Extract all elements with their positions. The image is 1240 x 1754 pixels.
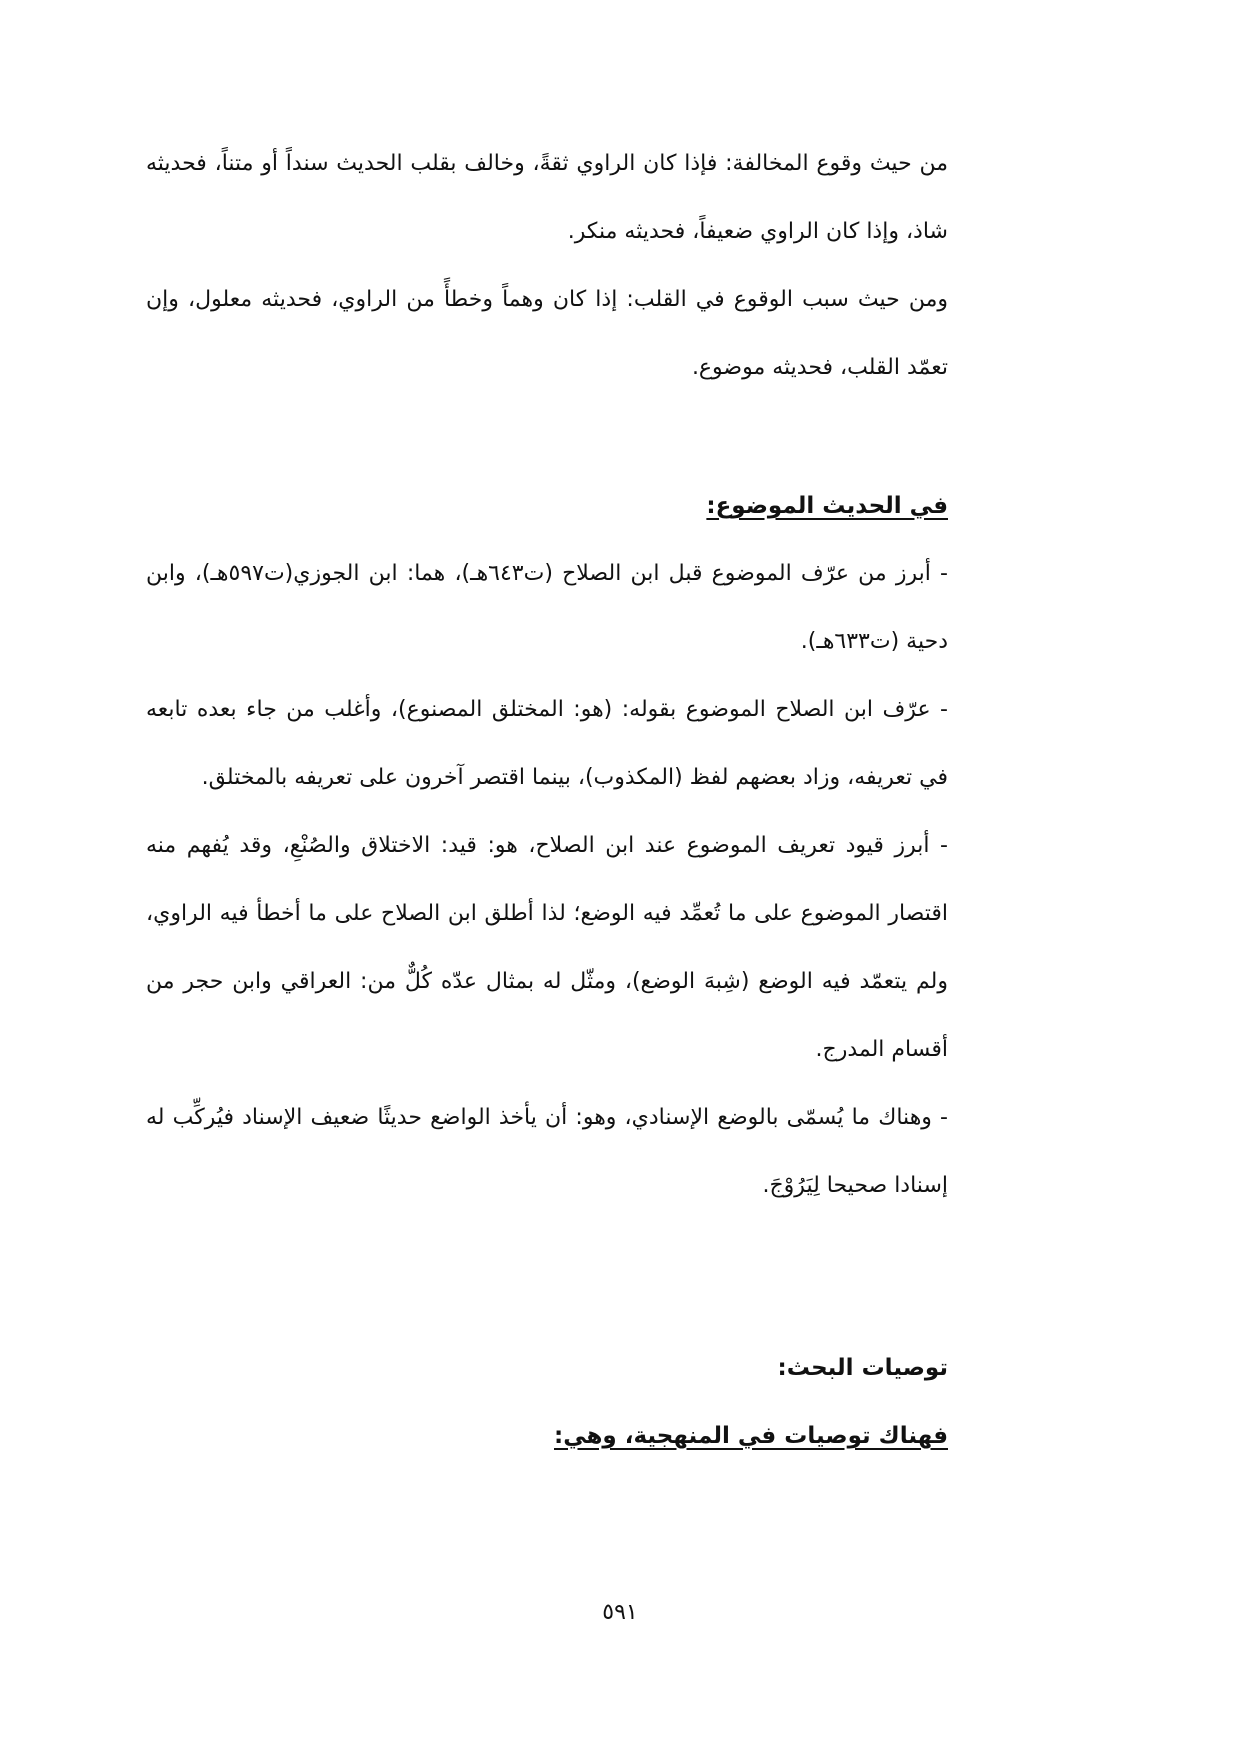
- recommendations-subheading: فهناك توصيات في المنهجية، وهي:: [554, 1423, 948, 1449]
- section-heading-mawdu: في الحديث الموضوع:: [706, 493, 948, 519]
- recommendations-section: [146, 1334, 948, 1470]
- mawdu-item-1: - أبرز من عرّف الموضوع قبل ابن الصلاح (ت٦٤٣هـ)، هما: ابن الجوزي(ت٥٩٧هـ)، وابن دحية (ت٦٣٣هـ).: [146, 561, 948, 654]
- intro-paragraph-1: من حيث وقوع المخالفة: فإذا كان الراوي ثقةً، وخالف بقلب الحديث سنداً أو متناً، فحديثه شاذ، وإذا كان الراوي ضعيفاً، فحديثه منكر.: [146, 151, 948, 244]
- mawdu-item-3: - أبرز قيود تعريف الموضوع عند ابن الصلاح، هو: قيد: الاختلاق والصُنْعِ، وقد يُفهم منه اقتصار الموضوع على ما تُعمِّد فيه الوضع؛ لذا أطلق ابن الصلاح على ما أخطأ فيه الراوي، ولم يتعمّد فيه الوضع (شِبهَ الوضع)، ومثّل له بمثال عدّه كُلٌّ من: العراقي وابن حجر من أقسام المدرج.: [146, 833, 948, 1062]
- mawdu-section: [146, 472, 948, 1220]
- page-number: ٥٩١: [602, 1600, 638, 1625]
- intro-block: [146, 130, 948, 402]
- intro-paragraph-2: ومن حيث سبب الوقوع في القلب: إذا كان وهماً وخطأً من الراوي، فحديثه معلول، وإن تعمّد القلب، فحديثه موضوع.: [146, 287, 948, 380]
- mawdu-item-2: - عرّف ابن الصلاح الموضوع بقوله: (هو: المختلق المصنوع)، وأغلب من جاء بعده تابعه في تعريفه، وزاد بعضهم لفظ (المكذوب)، بينما اقتصر آخرون على تعريفه بالمختلق.: [146, 697, 948, 790]
- section-heading-recommendations: توصيات البحث:: [777, 1355, 948, 1381]
- mawdu-item-4: - وهناك ما يُسمّى بالوضع الإسنادي، وهو: أن يأخذ الواضع حديثًا ضعيف الإسناد فيُركِّب له إسنادا صحيحا لِيَرُوْجَ.: [146, 1105, 948, 1198]
